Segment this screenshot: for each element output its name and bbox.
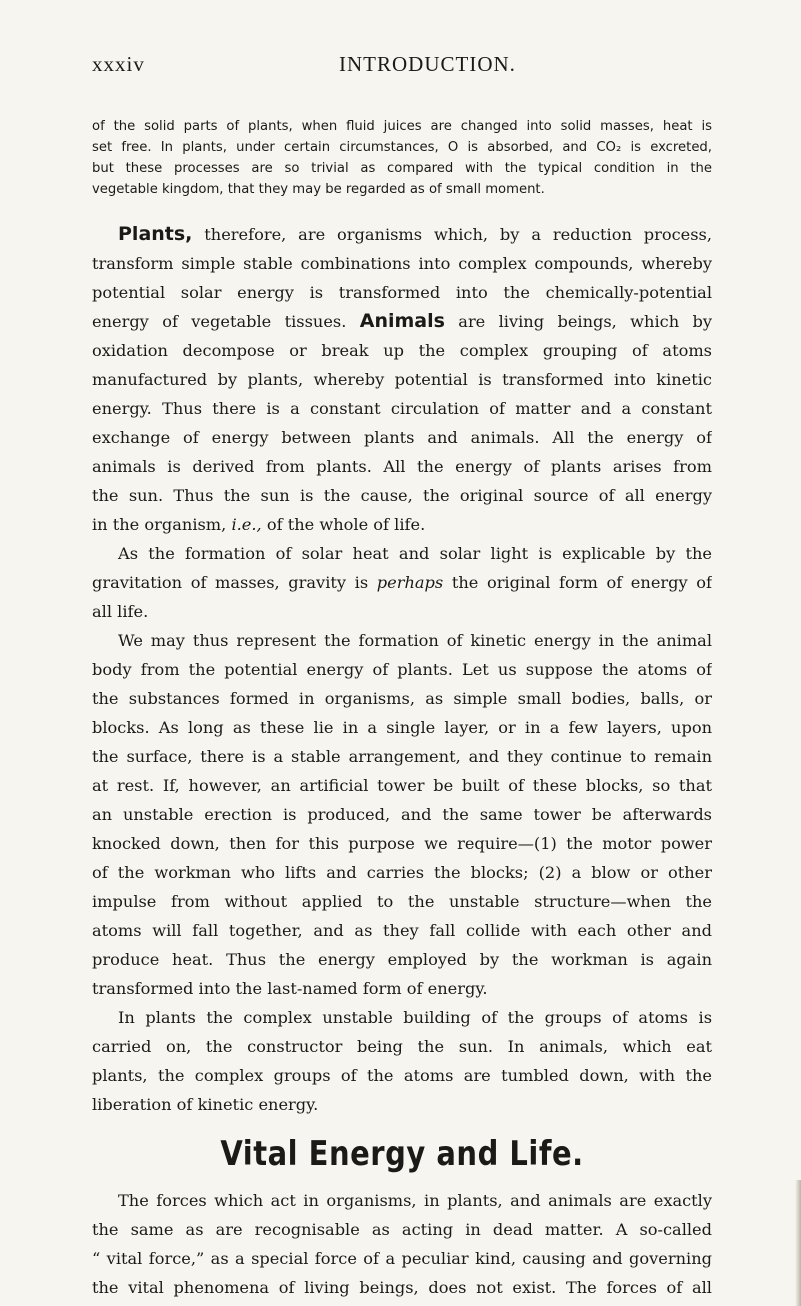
page-number: xxxiv [92, 52, 145, 76]
body-line: at rest. If, however, an artificial tower be built of these blocks, so that [92, 776, 712, 795]
body-line: energy. Thus there is a constant circulation of matter and a constant [92, 399, 712, 418]
running-title: INTRODUCTION. [339, 52, 516, 76]
intro-line: but these processes are so trivial as compared with the typical condition in the [92, 161, 712, 176]
body-line: body from the potential energy of plants. Let us suppose the atoms of [92, 660, 712, 679]
body-line: blocks. As long as these lie in a single layer, or in a few layers, upon [92, 718, 712, 737]
running-header [92, 52, 712, 82]
body-line: knocked down, then for this purpose we require—(1) the motor power [92, 834, 712, 853]
body-line: gravitation of masses, gravity is perhaps the original form of energy of [92, 573, 712, 592]
body-line: exchange of energy between plants and animals. All the energy of [92, 428, 712, 447]
body-line: in the organism, i.e., of the whole of life. [92, 515, 426, 534]
animals-term: Animals [359, 310, 445, 332]
body-line: Plants, therefore, are organisms which, by a reduction process, [118, 223, 712, 245]
body-line: We may thus represent the formation of kinetic energy in the animal [118, 631, 712, 650]
section-line: “ vital force,” as a special force of a peculiar kind, causing and governing [92, 1249, 712, 1268]
body-line: potential solar energy is transformed into the chemically-potential [92, 283, 712, 302]
italic-ie: i.e., [231, 515, 262, 534]
body-line: an unstable erection is produced, and the same tower be afterwards [92, 805, 712, 824]
body-line: produce heat. Thus the energy employed by the workman is again [92, 950, 712, 969]
body-line: transform simple stable combinations into complex compounds, whereby [92, 254, 712, 273]
body-line: atoms will fall together, and as they fall collide with each other and [92, 921, 712, 940]
section-line: the same as are recognisable as acting in dead matter. A so-called [92, 1220, 712, 1239]
intro-line: vegetable kingdom, that they may be regarded as of small moment. [92, 182, 545, 197]
section-heading: Vital Energy and Life. [220, 1132, 584, 1174]
body-line: carried on, the constructor being the sun. In animals, which eat [92, 1037, 712, 1056]
body-line: impulse from without applied to the unstable structure—when the [92, 892, 712, 911]
body-line: animals is derived from plants. All the energy of plants arises from [92, 457, 712, 476]
body-line: the substances formed in organisms, as simple small bodies, balls, or [92, 689, 712, 708]
body-line: oxidation decompose or break up the complex grouping of atoms [92, 341, 712, 360]
section-line: The forces which act in organisms, in plants, and animals are exactly [118, 1191, 712, 1210]
section-line: the vital phenomena of living beings, does not exist. The forces of all [92, 1278, 712, 1297]
intro-line: of the solid parts of plants, when fluid juices are changed into solid masses, heat is [92, 119, 712, 134]
body-line: transformed into the last-named form of energy. [92, 979, 488, 998]
body-line: manufactured by plants, whereby potential is transformed into kinetic [92, 370, 712, 389]
page-edge-shadow [795, 1180, 801, 1306]
plants-term: Plants, [118, 223, 193, 245]
body-line: In plants the complex unstable building of the groups of atoms is [118, 1008, 712, 1027]
body-line: liberation of kinetic energy. [92, 1095, 319, 1114]
intro-line: set free. In plants, under certain circumstances, O is absorbed, and CO₂ is excreted, [92, 140, 712, 155]
body-line: all life. [92, 602, 149, 621]
body-line: the surface, there is a stable arrangement, and they continue to remain [92, 747, 712, 766]
body-line: of the workman who lifts and carries the blocks; (2) a blow or other [92, 863, 712, 882]
body-line: energy of vegetable tissues. Animals are living beings, which by [92, 310, 712, 332]
italic-perhaps: perhaps [376, 573, 444, 592]
body-line: the sun. Thus the sun is the cause, the original source of all energy [92, 486, 712, 505]
body-line: plants, the complex groups of the atoms are tumbled down, with the [92, 1066, 712, 1085]
body-line: As the formation of solar heat and solar light is explicable by the [118, 544, 712, 563]
